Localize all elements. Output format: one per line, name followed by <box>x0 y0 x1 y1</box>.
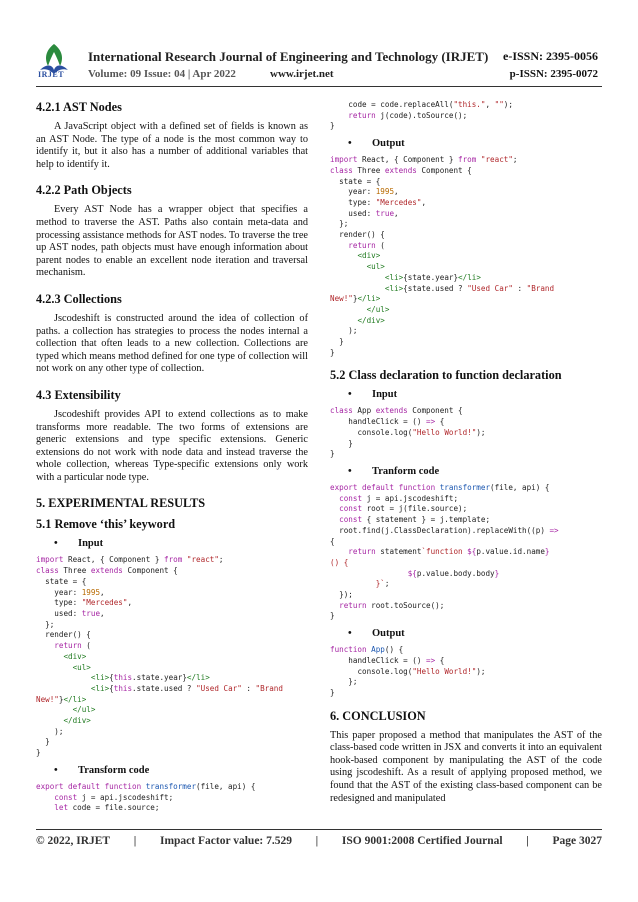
page-number: Page 3027 <box>552 835 602 847</box>
header-rule <box>36 86 602 87</box>
bullet-output-2: • Output <box>348 628 405 640</box>
section-6-text: This paper proposed a method that manipulates the AST of the class-based code written in JSX and converts it into an equivalent hook-based component by manipulating the AST of the code using jscodeshift. As a result of applying proposed method, we found that the AST of the existing class-based component can be redesigned and manipulated <box>330 729 602 804</box>
section-5-2-title: 5.2 Class declaration to function declaration <box>330 368 562 383</box>
section-4-2-1-text: A JavaScript object with a defined set of fields is known as an AST Node. The type of a node is the most common way to identify it, but it also has a number of additional variables that help to identify it. <box>36 121 308 170</box>
copyright: © 2022, IRJET <box>36 835 111 847</box>
pissn: p-ISSN: 2395-0072 <box>509 68 598 80</box>
right-column <box>330 100 602 817</box>
journal-title: International Research Journal of Engineering and Technology (IRJET) <box>88 49 489 64</box>
website-link[interactable]: www.irjet.net <box>270 68 334 80</box>
section-5-1-title: 5.1 Remove ‘this’ keyword <box>36 517 176 532</box>
logo-text: IRJET <box>38 70 65 79</box>
bullet-output: • Output <box>348 138 405 150</box>
bullet-transform-2: • Tranform code <box>348 465 440 477</box>
left-column <box>36 100 308 818</box>
section-4-2-2-title: 4.2.2 Path Objects <box>36 183 132 198</box>
code-block-transform-2: export default function transformer(file, api) { const j = api.jscodeshift; const root = j(file.source); const { statement } = j.template; root.find(j.ClassDeclaration).replaceWith((p) => { return statement`function ${p.value.id.name} () { ${p.value.body.body} }`; }); return root.toSource(); } <box>330 482 559 621</box>
footer-rule <box>36 829 602 830</box>
volume-info: Volume: 09 Issue: 04 | Apr 2022 <box>88 68 236 80</box>
section-4-3-title: 4.3 Extensibility <box>36 387 121 402</box>
iso-certification: ISO 9001:2008 Certified Journal <box>341 835 503 847</box>
section-5-title: 5. EXPERIMENTAL RESULTS <box>36 496 206 511</box>
impact-factor: Impact Factor value: 7.529 <box>159 835 292 847</box>
code-block-transform-1: export default function transformer(file, api) { const j = api.jscodeshift; let code = file.source; <box>36 781 256 813</box>
section-6-title: 6. CONCLUSION <box>330 708 426 723</box>
section-4-2-3-title: 4.2.3 Collections <box>36 291 122 306</box>
eissn: e-ISSN: 2395-0056 <box>503 49 598 63</box>
footer-separator: | <box>315 835 319 847</box>
section-4-2-1-title: 4.2.1 AST Nodes <box>36 100 122 114</box>
page-footer <box>36 835 602 847</box>
code-block-transform-1-cont: code = code.replaceAll("this.", ""); return j(code).toSource(); } <box>330 100 513 131</box>
section-4-2-3-text: Jscodeshift is constructed around the idea of collection of paths. a collection has strategies to process the nodes internal a collection that often leads to a new collection. Collections are typed which means method defined for one type of collection will not work on any other type of collection. <box>36 312 308 375</box>
code-block-output-2: function App() { handleClick = () => { console.log("Hello World!"); }; } <box>330 645 486 697</box>
bullet-input-2: • Input <box>348 389 398 401</box>
bullet-transform: • Transform code <box>54 764 150 776</box>
page-header <box>36 34 602 82</box>
footer-separator: | <box>526 835 529 847</box>
footer-separator: | <box>133 835 137 847</box>
code-block-input-2: class App extends Component { handleClick = () => { console.log("Hello World!"); } } <box>330 406 486 459</box>
code-block-output-1: import React, { Component } from "react"; class Three extends Component { state = { year: 1995, type: "Mercedes", used: true, }; render() { return ( <div> <ul> <li>{state.year}</li> <li>{state.used ? "Used Car" : "Brand New!"}</li> </ul> </div> ); } } <box>330 155 555 357</box>
code-block-input-1: import React, { Component } from "react"; class Three extends Component { state = { year: 1995, type: "Mercedes", used: true, }; render() { return ( <div> <ul> <li>{this.state.year}</li> <li>{this.state.used ? "Used Car" : "Brand New!"}</li> </ul> </div> ); } } <box>36 555 283 758</box>
bullet-input: • Input <box>54 538 104 550</box>
section-4-2-2-text: Every AST Node has a wrapper object that specifies a method to traverse the AST. Paths also contain meta-data and processing assistance methods for AST nodes. To traverse the tree up AST nodes, path objects must have enough information about parent nodes to enable an excellent node iteration and traversal mechanism. <box>36 204 308 279</box>
section-4-3-text: Jscodeshift provides API to extend collections as to make transforms more readable. The two forms of extensions are generic extensions and type specific extensions. Generic extensions do not work with node data and instead traverse the whole collection, whereas Type-specific extensions only work with a particular node type. <box>36 408 308 483</box>
